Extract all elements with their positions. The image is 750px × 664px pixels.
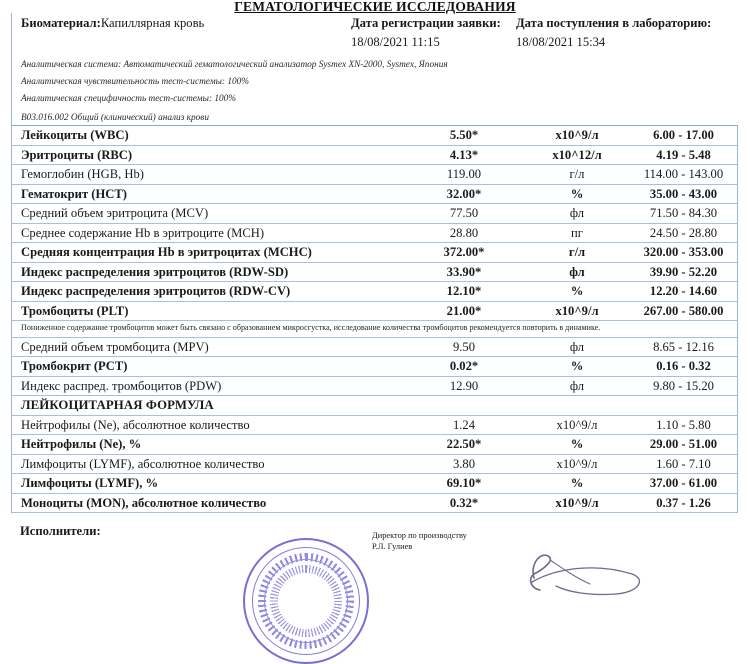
row-result-value: 1.24 [452,417,476,432]
row-result-value: 3.80 [452,456,476,471]
row-unit: г/л [569,167,585,181]
row-unit: x10^9/л [556,417,598,432]
table-row [12,204,737,224]
row-analyte-name: Эритроциты (RBC) [21,147,133,162]
stamp-outer-ring [254,549,358,653]
table-row-note [12,321,737,338]
row-reference-range: 1.10 - 5.80 [656,417,711,432]
row-reference-range: 4.19 - 5.48 [656,147,711,162]
biomaterial-label: Биоматериал: [21,16,101,30]
row-analyte-name: Тромбоциты (PLT) [21,303,129,318]
row-unit: x10^9/л [556,456,598,471]
row-result-value: 77.50 [449,206,479,220]
table-row [12,474,737,494]
section-title: ЛЕЙКОЦИТАРНАЯ ФОРМУЛА [21,398,214,412]
row-result-value: 0.32* [449,495,479,510]
analytic-system-line: Аналитическая система: Автоматический гематологический анализатор Sysmex XN-2000, Sysmex, Япония [21,60,448,70]
registration-date-field [351,16,516,50]
row-analyte-name: Индекс распред. тромбоцитов (PDW) [21,378,222,393]
row-unit: пг [571,225,583,240]
table-row [12,146,737,166]
row-analyte-name: Индекс распределения эритроцитов (RDW-CV) [21,284,291,298]
performers-label: Исполнители: [20,524,101,538]
row-result-value: 28.80 [449,225,479,240]
lab-arrival-date-field [516,16,711,50]
row-analyte-name: Моноциты (MON), абсолютное количество [21,495,267,510]
row-result-value: 5.50* [449,128,479,142]
table-row [12,435,737,455]
row-result-value: 119.00 [446,167,482,181]
row-unit: x10^9/л [555,128,599,142]
row-reference-range: 35.00 - 43.00 [649,186,718,201]
registration-date-label: Дата регистрации заявки: [351,16,501,30]
row-note-text: Пониженное содержание тромбоцитов может быть связано с образованием микросгустка, исследование количества тромбоцитов рекомендуется повторить в динамике. [21,323,601,332]
report-header [11,13,750,125]
row-reference-range: 24.50 - 28.80 [649,225,718,240]
row-unit: x10^12/л [552,147,602,162]
row-reference-range: 71.50 - 84.30 [649,206,718,220]
row-reference-range: 8.65 - 12.16 [653,339,714,354]
table-row [12,338,737,358]
row-result-value: 12.90 [449,378,479,393]
row-reference-range: 39.90 - 52.20 [649,264,718,279]
row-unit: г/л [568,245,586,259]
registration-date-value: 18/08/2021 11:15 [351,35,440,49]
row-reference-range: 0.16 - 0.32 [656,359,711,373]
row-analyte-name: Нейтрофилы (Ne), абсолютное количество [21,417,250,432]
row-analyte-name: Индекс распределения эритроцитов (RDW-SD) [21,264,289,279]
table-row [12,165,737,185]
row-reference-range: 37.00 - 61.00 [649,476,718,490]
stamp-inner-ring [265,560,347,642]
table-row [12,455,737,475]
row-reference-range: 29.00 - 51.00 [649,437,718,451]
lab-arrival-value: 18/08/2021 15:34 [516,35,606,49]
row-unit: фл [569,378,585,393]
row-result-value: 12.10* [446,284,482,298]
row-analyte-name: Лимфоциты (LYMF), абсолютное количество [21,456,265,471]
row-unit: x10^9/л [555,303,599,318]
row-unit: % [570,437,584,451]
table-row [12,494,737,514]
director-name: Р.Л. Гулиев [372,542,413,551]
results-table [11,125,738,513]
table-row [12,263,737,283]
row-analyte-name: Средний объем эритроцита (MCV) [21,206,209,220]
row-unit: фл [569,339,585,354]
biomaterial-value: Капиллярная кровь [100,16,205,30]
report-footer [0,522,750,567]
row-result-value: 0.02* [449,359,479,373]
row-unit: фл [569,206,585,220]
row-analyte-name: Среднее содержание Hb в эритроците (MCH) [21,225,265,240]
table-row [12,185,737,205]
header-top-row [21,16,750,50]
row-analyte-name: Средняя концентрация Hb в эритроцитах (MCHC) [21,245,312,259]
row-reference-range: 320.00 - 353.00 [643,245,724,259]
service-code-line: В03.016.002 Общий (клинический) анализ крови [21,113,209,123]
row-reference-range: 114.00 - 143.00 [643,167,724,181]
lab-arrival-label: Дата поступления в лабораторию: [516,16,712,30]
row-result-value: 32.00* [446,186,482,201]
table-row [12,224,737,244]
official-stamp-icon [243,538,369,664]
row-reference-range: 1.60 - 7.10 [656,456,711,471]
table-row [12,243,737,263]
row-result-value: 22.50* [446,437,482,451]
director-signature-block [372,530,467,552]
row-unit: % [570,284,584,298]
row-reference-range: 267.00 - 580.00 [643,303,724,318]
row-analyte-name: Лейкоциты (WBC) [21,128,129,142]
table-row [12,416,737,436]
director-title: Директор по производству [372,531,467,540]
table-section-header [12,396,737,416]
table-row [12,126,737,146]
table-row [12,302,737,322]
table-row [12,357,737,377]
handwritten-signature-icon [520,538,670,598]
table-row [12,282,737,302]
biomaterial-field [21,16,351,31]
row-analyte-name: Средний объем тромбоцита (MPV) [21,339,209,354]
analytic-specificity-line: Аналитическая специфичность тест-системы: 100% [21,94,237,104]
row-analyte-name: Гемоглобин (HGB, Hb) [21,167,144,181]
row-result-value: 69.10* [446,476,482,490]
row-reference-range: 9.80 - 15.20 [653,378,714,393]
table-row [12,377,737,397]
row-analyte-name: Тромбокрит (PCT) [21,359,128,373]
row-result-value: 4.13* [449,147,479,162]
row-unit: % [570,476,584,490]
row-unit: фл [569,264,585,279]
row-result-value: 9.50 [452,339,476,354]
row-analyte-name: Гематокрит (HCT) [21,186,127,201]
row-unit: % [570,186,584,201]
analytic-sensitivity-line: Аналитическая чувствительность тест-системы: 100% [21,77,250,87]
row-reference-range: 12.20 - 14.60 [649,284,718,298]
row-reference-range: 6.00 - 17.00 [653,128,714,142]
row-result-value: 21.00* [446,303,482,318]
row-result-value: 372.00* [443,245,485,259]
row-analyte-name: Нейтрофилы (Ne), % [21,437,142,451]
row-unit: x10^9/л [555,495,599,510]
row-result-value: 33.90* [446,264,482,279]
row-reference-range: 0.37 - 1.26 [656,495,711,510]
row-unit: % [570,359,584,373]
row-analyte-name: Лимфоциты (LYMF), % [21,476,159,490]
page-title: ГЕМАТОЛОГИЧЕСКИЕ ИССЛЕДОВАНИЯ [234,0,516,14]
